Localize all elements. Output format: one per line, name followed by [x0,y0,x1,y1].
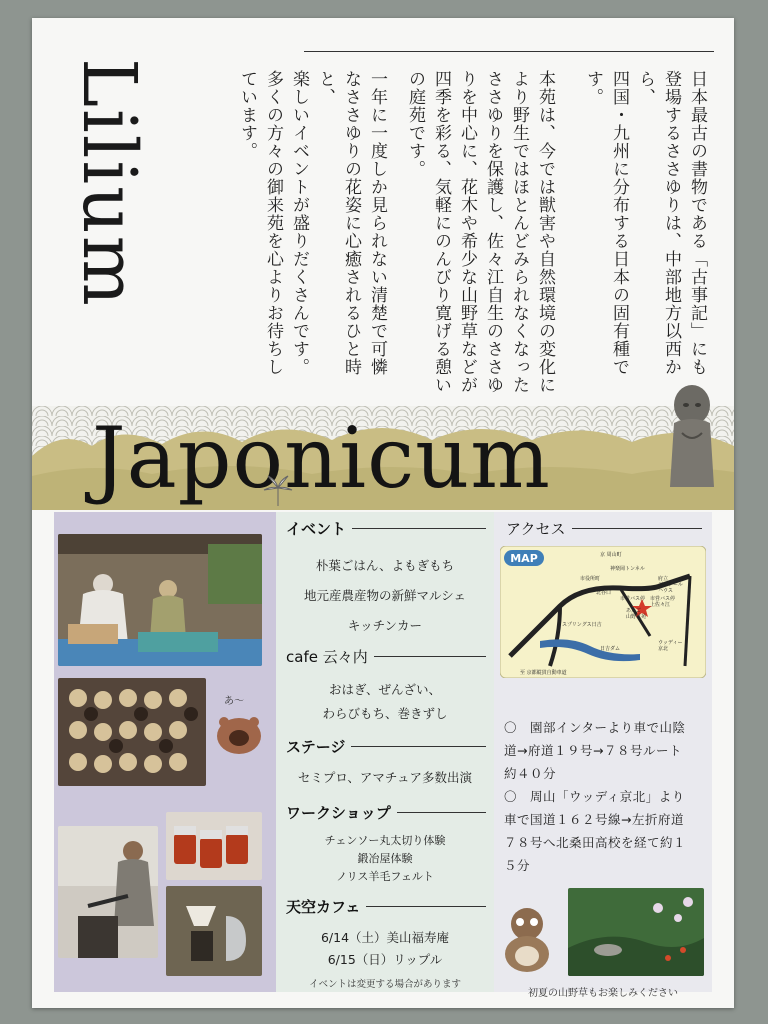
access-directions [504,716,706,877]
tenku-cafe-heading [286,896,486,917]
intro-line: 楽しいイベントが盛りだくさんです。 [289,70,309,376]
events-heading-label: イベント [286,520,347,538]
map-label: 山野草苑 [626,614,647,620]
intro-line: 登場するささゆりは、中部地方以西から、 [635,70,681,376]
map-label: 市営バス停 [620,596,646,602]
event-note: イベントは変更する場合があります [308,979,461,990]
map-label: 神楽岡トンネル [610,566,645,572]
events-heading [286,518,486,539]
direction-line: 道→府道１９号→７８号ルート [504,743,682,758]
flyer [32,18,734,1008]
photo-column [54,512,276,992]
coffee-drip-photo [166,886,262,976]
map-label: スプリングス日吉 [562,622,602,628]
map-label: 京 周山町 [600,552,622,558]
market-stall-photo [58,534,262,666]
title-lilium: Lilium [66,58,152,308]
direction-line: 〇 園部インターより車で山陰 [504,720,686,735]
intro-line: ささゆりを保護し、佐々江自生のささゆ [483,70,503,394]
events-column [276,512,494,992]
map-label: あたご [626,608,642,614]
event-item: キッチンカー [347,618,423,633]
photo-caption: 初夏の山野草もお楽しみください [528,988,678,999]
direction-line: 約４０分 [504,766,557,781]
cafe-item: おはぎ、ぜんざい、 [328,682,441,697]
intro-line: 一年に一度しか見られない清楚で可憐 [367,70,387,376]
tanuki-statue-image [498,904,556,974]
title-japonicum: Japonicum [92,409,551,507]
direction-line: ７８号へ北桑田高校を経て約１ [504,835,687,850]
tanuki-pottery-image [214,708,264,758]
intro-line: ています。 [237,70,257,160]
map-title: MAP [510,552,538,565]
map-label: ウッディー [658,640,683,646]
tenku-item: 6/14（土）美山福寿庵 [320,930,450,945]
workshop-item: チェンソー丸太切り体験 [324,834,446,847]
cafe-heading-label: cafe 云々内 [286,648,368,666]
heading-rule [352,528,486,529]
workshop-heading-label: ワークショップ [286,804,391,822]
workshop-heading [286,802,486,823]
workshop-item: ノリス羊毛フェルト [336,870,434,883]
blacksmith-photo [58,826,158,958]
direction-line: 〇 周山「ウッディ京北」より [504,789,685,804]
intro-text [234,70,710,410]
intro-line: の庭苑です。 [405,70,425,178]
heading-rule [397,812,486,813]
tenku-item: 6/15（日）リップル [327,952,443,967]
intro-line: 四季を彩る、気軽にのんびり寛げる憩い [431,70,451,394]
event-item: 朴葉ごはん、よもぎもち [315,558,455,573]
access-heading-label: アクセス [506,520,566,538]
map-label: 京北 [658,646,669,652]
tenku-heading-label: 天空カフェ [286,898,361,916]
heading-rule [572,528,702,529]
map-label: 市役所町 [580,576,601,582]
top-rule [304,51,714,52]
direction-line: 車で国道１６２号線→左折府道 [504,812,684,827]
heading-rule [366,906,486,907]
intro-line: なささゆりの花姿に心癒されるひと時と、 [315,70,361,376]
map-label: ハウス [658,588,673,594]
photo-caption: あ〜 [224,696,244,707]
intro-line: 多くの方々の御来苑を心よりお待ちし [263,70,283,376]
stage-text: セミプロ、アマチュア多数出演 [297,770,473,785]
stage-heading-label: ステージ [286,738,346,756]
stage-heading [286,736,486,757]
intro-line: りを中心に、花木や希少な山野草などが [457,70,477,394]
workshop-item: 鍛冶屋体験 [357,852,413,865]
heading-rule [374,656,486,657]
map-label: 北谷口 [596,590,612,596]
jizo-statue-image [668,383,716,488]
heading-rule [351,746,486,747]
access-map [500,546,706,678]
intro-line: 四国・九州に分布する日本の固有種です。 [583,70,629,376]
intro-line: より野生ではほとんどみられなくなった [509,70,529,394]
sweets-packs-photo [58,678,206,786]
access-heading [506,518,702,539]
map-label: 市営バス停 [650,596,676,602]
event-item: 地元産農産物の新鮮マルシェ [304,588,466,603]
jam-jars-photo [166,812,262,880]
cafe-item: わらびもち、巻きずし [322,706,448,721]
access-column [494,512,712,999]
wild-flowers-photo [568,888,704,976]
cafe-heading [286,646,486,667]
intro-line: 本苑は、今では獣害や自然環境の変化に [535,70,555,394]
map-label: 日吉ダム [600,646,621,652]
map-label: 府立 [658,576,669,582]
intro-line: 日本最古の書物である「古事記」にも [687,70,707,376]
map-label: 至 京都縦貫自動車道 [520,670,567,676]
direction-line: ５分 [504,858,531,873]
map-label: ゼミナール [658,582,683,588]
map-label: 上佐々江 [650,602,671,608]
lily-flower-icon [258,468,298,508]
